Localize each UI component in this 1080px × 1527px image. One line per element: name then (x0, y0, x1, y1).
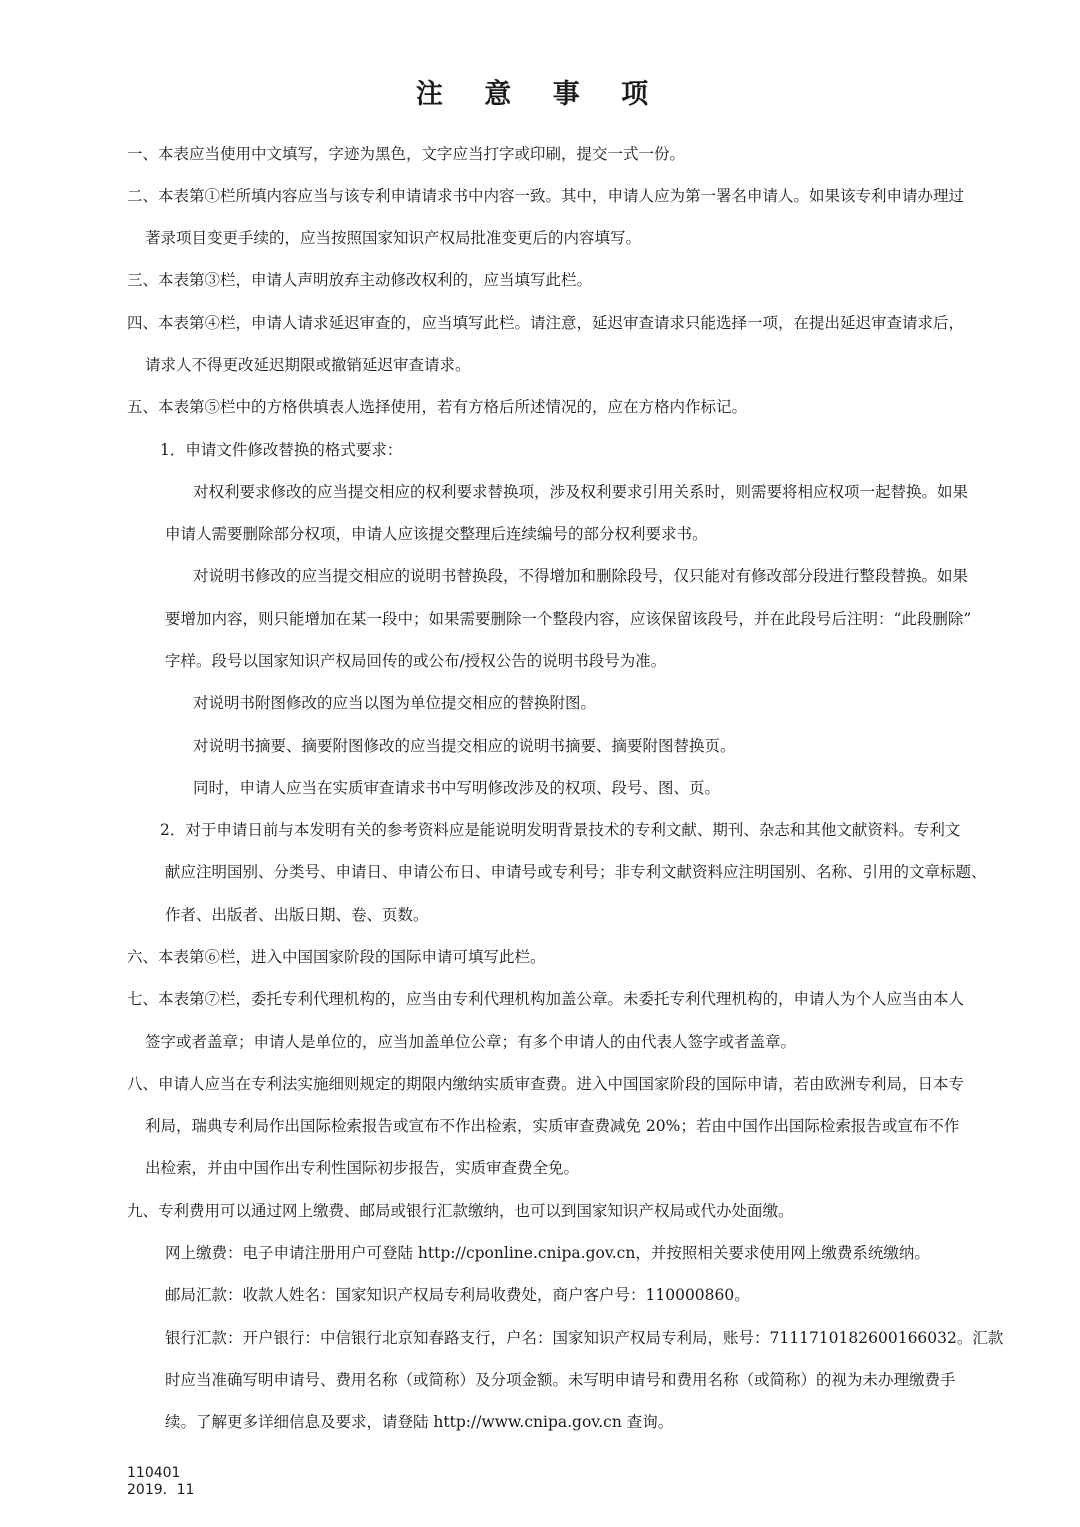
item-7-line-2: 签字或者盖章；申请人是单位的，应当加盖单位公章；有多个申请人的由代表人签字或者盖章。 (145, 1033, 797, 1051)
item-5-sub-1-para-5: 同时，申请人应当在实质审查请求书中写明修改涉及的权项、段号、图、页。 (193, 779, 721, 797)
item-5-sub-1-para-2-line-3: 字样。段号以国家知识产权局回传的或公布/授权公告的说明书段号为准。 (165, 652, 667, 670)
item-8-line-2: 利局，瑞典专利局作出国际检索报告或宣布不作出检索，实质审查费减免 20%；若由中国作出国际检索报告或宣布不作 (145, 1117, 960, 1135)
item-6: 六、本表第⑥栏，进入中国国家阶段的国际申请可填写此栏。 (127, 948, 546, 966)
item-5-sub-1-para-1-line-1: 对权利要求修改的应当提交相应的权利要求替换项，涉及权利要求引用关系时，则需要将相应权项一起替换。如果 (193, 483, 969, 501)
form-date: 2019．11 (127, 1482, 195, 1498)
item-8-line-1: 八、申请人应当在专利法实施细则规定的期限内缴纳实质审查费。进入中国国家阶段的国际申请，若由欧洲专利局，日本专 (127, 1075, 965, 1093)
item-5-sub-1-para-4: 对说明书摘要、摘要附图修改的应当提交相应的说明书摘要、摘要附图替换页。 (193, 737, 736, 755)
item-5-sub-2-line-1: 2．对于申请日前与本发明有关的参考资料应是能说明发明背景技术的专利文献、期刊、杂志和其他文献资料。专利文 (160, 821, 961, 839)
item-5: 五、本表第⑤栏中的方格供填表人选择使用，若有方格后所述情况的，应在方格内作标记。 (127, 398, 748, 416)
form-code: 110401 (127, 1465, 181, 1481)
item-9-bank-remittance-line-2: 时应当准确写明申请号、费用名称（或简称）及分项金额。未写明申请号和费用名称（或简称）的视为未办理缴费手 (165, 1371, 956, 1389)
item-9-bank-remittance-line-3: 续。了解更多详细信息及要求，请登陆 http://www.cnipa.gov.cn 查询。 (165, 1413, 674, 1431)
item-9-postal-remittance: 邮局汇款：收款人姓名：国家知识产权局专利局收费处，商户客户号：110000860。 (165, 1286, 750, 1304)
item-2-line-2: 著录项目变更手续的，应当按照国家知识产权局批准变更后的内容填写。 (145, 229, 642, 247)
page-title: 注 意 事 项 (415, 79, 665, 110)
item-4-line-1: 四、本表第④栏，申请人请求延迟审查的，应当填写此栏。请注意，延迟审查请求只能选择一项，在提出延迟审查请求后， (127, 314, 965, 332)
item-5-sub-1-para-2-line-2: 要增加内容，则只能增加在某一段中；如果需要删除一个整段内容，应该保留该段号，并在此段号后注明：“此段删除” (165, 610, 972, 628)
item-9-online-payment: 网上缴费：电子申请注册用户可登陆 http://cponline.cnipa.gov.cn，并按照相关要求使用网上缴费系统缴纳。 (165, 1244, 930, 1262)
item-8-line-3: 出检索，并由中国作出专利性国际初步报告，实质审查费全免。 (145, 1159, 580, 1177)
item-5-sub-2-line-3: 作者、出版者、出版日期、卷、页数。 (165, 906, 429, 924)
item-5-sub-1-para-1-line-2: 申请人需要删除部分权项，申请人应该提交整理后连续编号的部分权利要求书。 (165, 525, 708, 543)
item-7-line-1: 七、本表第⑦栏，委托专利代理机构的，应当由专利代理机构加盖公章。未委托专利代理机构的，申请人为个人应当由本人 (127, 990, 965, 1008)
item-5-sub-1: 1．申请文件修改替换的格式要求： (160, 441, 403, 459)
item-9: 九、专利费用可以通过网上缴费、邮局或银行汇款缴纳，也可以到国家知识产权局或代办处面缴。 (127, 1202, 794, 1220)
item-9-bank-remittance-line-1: 银行汇款：开户银行：中信银行北京知春路支行，户名：国家知识产权局专利局，账号：7111710182600166032。汇款 (165, 1329, 1004, 1347)
item-1: 一、本表应当使用中文填写，字迹为黑色，文字应当打字或印刷，提交一式一份。 (127, 145, 686, 163)
item-3: 三、本表第③栏，申请人声明放弃主动修改权利的，应当填写此栏。 (127, 271, 593, 289)
item-5-sub-2-line-2: 献应注明国别、分类号、申请日、申请公布日、申请号或专利号；非专利文献资料应注明国别、名称、引用的文章标题、 (165, 863, 987, 881)
item-4-line-2: 请求人不得更改延迟期限或撤销延迟审查请求。 (145, 356, 471, 374)
item-5-sub-1-para-2-line-1: 对说明书修改的应当提交相应的说明书替换段，不得增加和删除段号，仅只能对有修改部分段进行整段替换。如果 (193, 567, 969, 585)
item-2-line-1: 二、本表第①栏所填内容应当与该专利申请请求书中内容一致。其中，申请人应为第一署名申请人。如果该专利申请办理过 (127, 187, 965, 205)
item-5-sub-1-para-3: 对说明书附图修改的应当以图为单位提交相应的替换附图。 (193, 694, 597, 712)
